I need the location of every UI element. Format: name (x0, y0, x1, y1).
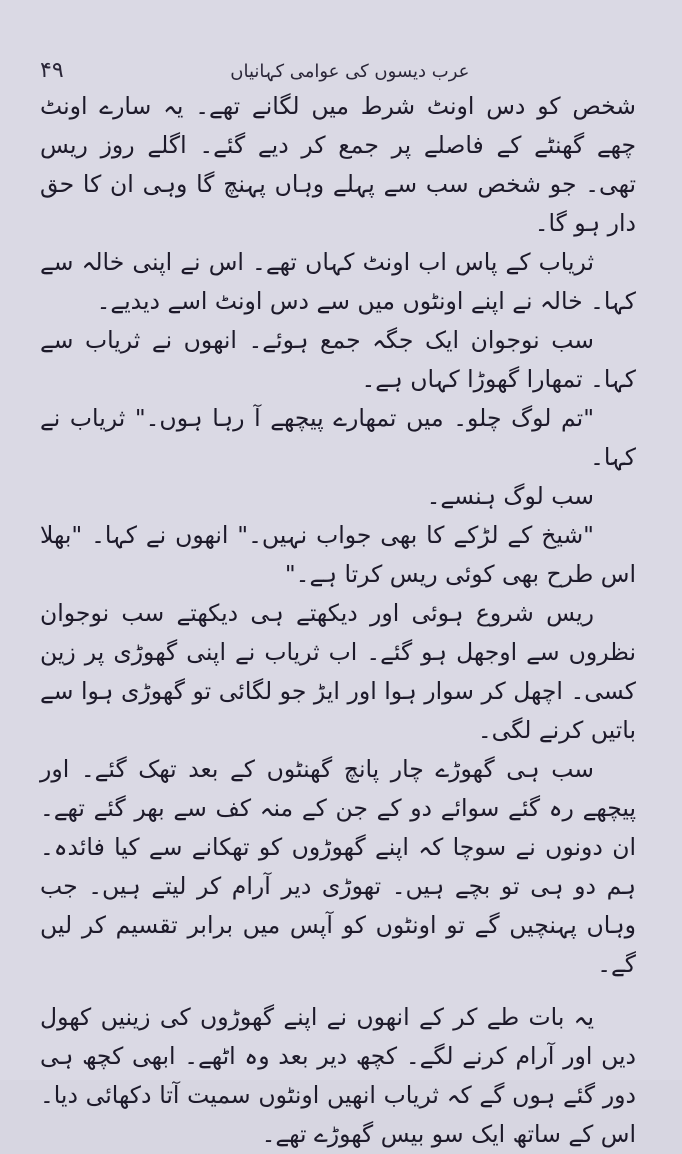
paragraph: سب لوگ ہنسے۔ (426, 482, 594, 510)
paragraph: یہ بات طے کر کے انھوں نے اپنے گھوڑوں کی زینیں کھول دیں اور آرام کرنے لگے۔ کچھ دیر بعد وہ اٹھے۔ ابھی کچھ ہی دور گئے ہوں گے کہ ثریاب انھیں اونٹوں سمیت آتا دکھائی دیا۔ اس کے ساتھ ایک سو بیس گھوڑے تھے۔ (40, 1003, 636, 1148)
paragraph: ریس شروع ہوئی اور دیکھتے ہی دیکھتے سب نوجوان نظروں سے اوجھل ہو گئے۔ اب ثریاب نے اپنی گھوڑی پر زین کسی۔ اچھل کر سوار ہوا اور ایڑ جو لگائی تو گھوڑی ہوا سے باتیں کرنے لگی۔ (40, 599, 636, 744)
paragraph: سب نوجوان ایک جگہ جمع ہوئے۔ انھوں نے ثریاب سے کہا۔ تمھارا گھوڑا کہاں ہے۔ (40, 326, 636, 393)
paragraph: شخص کو دس اونٹ شرط میں لگانے تھے۔ یہ سارے اونٹ چھے گھنٹے کے فاصلے پر جمع کر دیے گئے۔ اگلے روز ریس تھی۔ جو شخص سب سے پہلے وہاں پہنچ گا وہی ان کا حق دار ہو گا۔ (40, 92, 636, 237)
running-title: عرب دیسوں کی عوامی کہانیاں (230, 61, 470, 82)
page-number: ۴۹ (40, 58, 64, 83)
paragraph: ثریاب کے پاس اب اونٹ کہاں تھے۔ اس نے اپنی خالہ سے کہا۔ خالہ نے اپنے اونٹوں میں سے دس اونٹ اسے دیدیے۔ (40, 248, 636, 315)
paragraph: "شیخ کے لڑکے کا بھی جواب نہیں۔" انھوں نے کہا۔ "بھلا اس طرح بھی کوئی ریس کرتا ہے۔" (40, 521, 636, 588)
body-text (40, 87, 636, 1154)
paragraph: سب ہی گھوڑے چار پانچ گھنٹوں کے بعد تھک گئے۔ اور پیچھے رہ گئے سوائے دو کے جن کے منہ کف سے بھر گئے تھے۔ ان دونوں نے سوچا کہ اپنے گھوڑوں کو تھکانے سے کیا فائدہ۔ ہم دو ہی تو بچے ہیں۔ تھوڑی دیر آرام کر لیتے ہیں۔ جب وہاں پہنچیں گے تو اونٹوں کو آپس میں برابر تقسیم کر لیں گے۔ (40, 755, 636, 978)
paragraph: "تم لوگ چلو۔ میں تمھارے پیچھے آ رہا ہوں۔" ثریاب نے کہا۔ (40, 404, 636, 471)
page-header (40, 58, 636, 83)
